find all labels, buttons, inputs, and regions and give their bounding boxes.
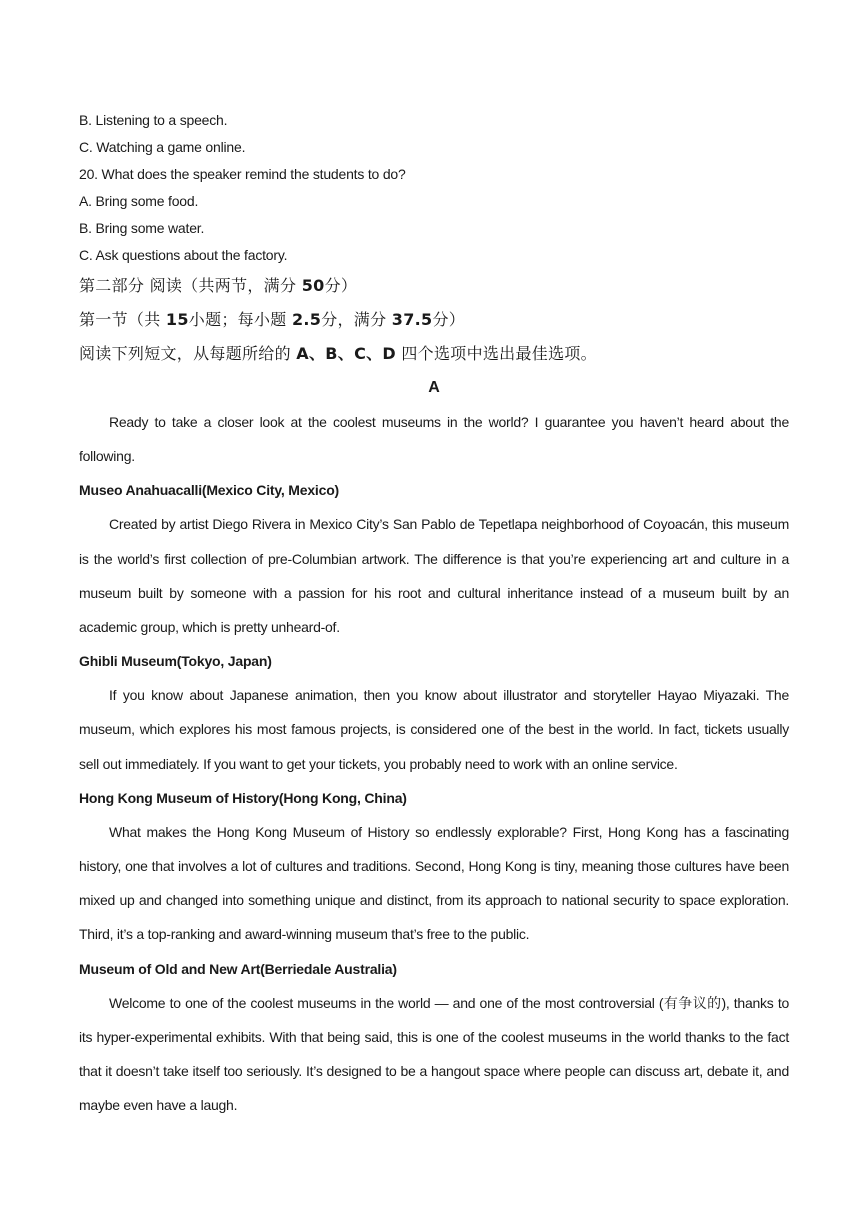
part-two-title xyxy=(79,269,789,303)
section-one-title xyxy=(79,303,789,337)
q20-stem: 20. What does the speaker remind the students to do? xyxy=(79,166,406,182)
passage-intro: Ready to take a closer look at the coolest museums in the world? I guarantee you haven’t heard about the following. xyxy=(79,414,789,465)
part-two-suffix: 分） xyxy=(324,276,358,295)
museum-heading-mona: Museum of Old and New Art(Berriedale Australia) xyxy=(79,960,397,977)
q20-option-b: B. Bring some water. xyxy=(79,220,205,236)
museum-text-ghibli: If you know about Japanese animation, then you know about illustrator and storyteller Hayao Miyazaki. The museum, which explores his most famous projects, is considered one of the best in the world. In fact, tickets usually sell out immediately. If you want to get your tickets, you probably need to work with an online service. xyxy=(79,687,789,772)
section-one-suffix: 分） xyxy=(432,310,466,329)
section-one-total: 37.5 xyxy=(391,310,433,329)
section-one-each: 2.5 xyxy=(291,310,322,329)
instructions xyxy=(79,337,789,371)
instructions-options: A、B、C、D xyxy=(296,344,396,363)
passage-letter: A xyxy=(428,379,440,396)
q20-option-c: C. Ask questions about the factory. xyxy=(79,247,288,263)
museum-heading-hong-kong: Hong Kong Museum of History(Hong Kong, China) xyxy=(79,789,407,806)
instructions-suffix: 四个选项中选出最佳选项。 xyxy=(396,344,597,363)
q19-option-b: B. Listening to a speech. xyxy=(79,112,228,128)
museum-text-mona: Welcome to one of the coolest museums in the world — and one of the most controversial (有争议的), thanks to its hyper-experimental exhibits. With that being said, this is one of the coolest museums in the world thanks to the fact that it doesn’t take itself too seriously. It’s designed to be a hangout space where people can discuss art, debate it, and maybe even have a laugh. xyxy=(79,994,789,1114)
document-page xyxy=(79,107,789,1122)
section-one-text-3: 分，满分 xyxy=(321,310,392,329)
part-two-text: 第二部分 阅读（共两节，满分 xyxy=(79,276,302,295)
museum-heading-anahuacalli: Museo Anahuacalli(Mexico City, Mexico) xyxy=(79,482,340,499)
museum-text-hong-kong: What makes the Hong Kong Museum of History so endlessly explorable? First, Hong Kong has a fascinating history, one that involves a lot of cultures and traditions. Second, Hong Kong is tiny, meaning those cultures have been mixed up and changed into something unique and distinct, from its approach to national security to space exploration. Third, it’s a top-ranking and award-winning museum that’s free to the public. xyxy=(79,823,789,943)
museum-text-anahuacalli: Created by artist Diego Rivera in Mexico City’s San Pablo de Tepetlapa neighborhood of Coyoacán, this museum is the world’s first collection of pre-Columbian artwork. The difference is that you’re experiencing art and culture in a museum built by someone with a passion for his root and cultural inheritance instead of a museum built by an academic group, which is pretty unheard-of. xyxy=(79,516,789,636)
q19-option-c: C. Watching a game online. xyxy=(79,139,246,155)
q20-option-a: A. Bring some food. xyxy=(79,193,199,209)
section-one-count: 15 xyxy=(165,310,189,329)
instructions-text: 阅读下列短文，从每题所给的 xyxy=(79,344,297,363)
museum-heading-ghibli: Ghibli Museum(Tokyo, Japan) xyxy=(79,653,272,670)
part-two-score: 50 xyxy=(301,276,325,295)
section-one-text-2: 小题；每小题 xyxy=(188,310,292,329)
section-one-text: 第一节（共 xyxy=(79,310,166,329)
